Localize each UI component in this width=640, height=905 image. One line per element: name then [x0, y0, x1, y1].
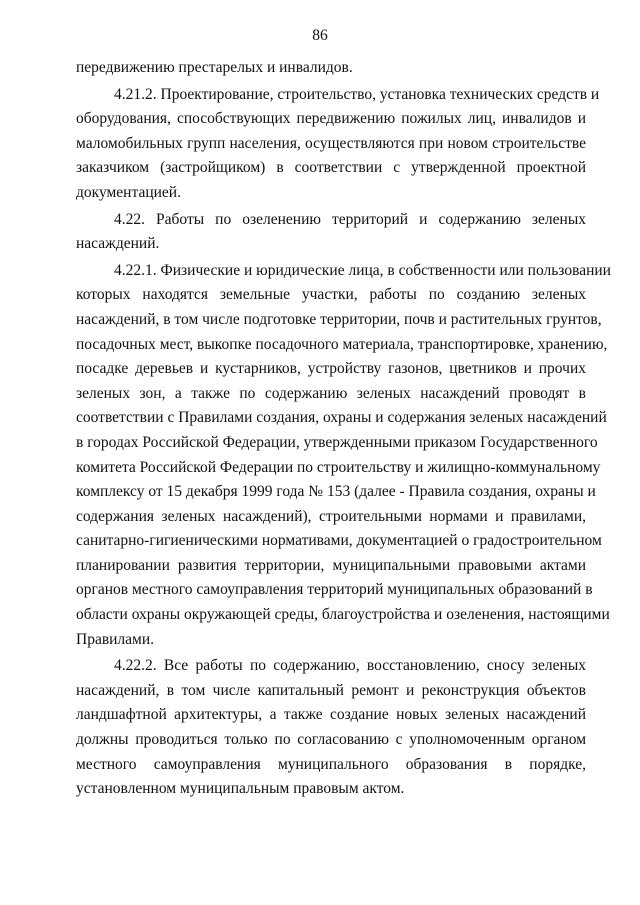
- text-line: насаждений, в том числе капитальный ремонт и реконструкция объектов: [76, 681, 586, 699]
- text-line: 4.22. Работы по озеленению территорий и содержанию зеленых: [114, 210, 586, 228]
- text-line: органов местного самоуправления территорий муниципальных образований в: [76, 581, 593, 599]
- text-line: маломобильных групп населения, осуществляются при новом строительстве: [76, 134, 586, 152]
- document-body: [76, 56, 611, 802]
- text-line: которых находятся земельные участки, работы по созданию зеленых: [76, 286, 586, 304]
- text-line: посадочных мест, выкопке посадочного материала, транспортировке, хранению,: [76, 335, 608, 353]
- text-line: 4.22.2. Все работы по содержанию, восстановлению, сносу зеленых: [114, 657, 586, 675]
- text-line: посадке деревьев и кустарников, устройству газонов, цветников и прочих: [76, 360, 586, 378]
- text-line: установленном муниципальным правовым актом.: [76, 780, 405, 798]
- text-line: ландшафтной архитектуры, а также создание новых зеленых насаждений: [76, 706, 586, 724]
- text-line: насаждений, в том числе подготовке территории, почв и растительных грунтов,: [76, 310, 602, 328]
- text-line: насаждений.: [76, 235, 160, 253]
- text-line: санитарно-гигиеническими нормативами, документацией о градостроительном: [76, 532, 602, 550]
- text-line: зеленых зон, а также по содержанию зеленых насаждений проводят в: [76, 384, 586, 402]
- paragraph-4-22-1: [76, 259, 611, 653]
- text-line: соответствии с Правилами создания, охраны и содержания зеленых насаждений: [76, 409, 607, 427]
- text-line: комплексу от 15 декабря 1999 года № 153 (далее - Правила создания, охраны и: [76, 483, 596, 501]
- paragraph-continuation: [76, 56, 586, 81]
- text-line: планировании развития территории, муниципальными правовыми актами: [76, 556, 586, 574]
- text-line: комитета Российской Федерации по строительству и жилищно-коммунальному: [76, 458, 601, 476]
- text-line: Правилами.: [76, 630, 155, 648]
- text-line: оборудования, способствующих передвижению пожилых лиц, инвалидов и: [76, 110, 586, 128]
- text-line: содержания зеленых насаждений), строительными нормами и правилами,: [76, 507, 586, 525]
- paragraph-4-22: [76, 208, 586, 257]
- text-line: передвижению престарелых и инвалидов.: [76, 59, 353, 76]
- paragraph-4-21-2: [76, 83, 600, 206]
- page-number: 86: [312, 27, 328, 44]
- text-line: в городах Российской Федерации, утвержденными приказом Государственного: [76, 433, 598, 451]
- text-line: должны проводиться только по согласованию с уполномоченным органом: [76, 731, 586, 749]
- text-line: 4.22.1. Физические и юридические лица, в собственности или пользовании: [114, 261, 611, 279]
- text-line: местного самоуправления муниципального образования в порядке,: [76, 755, 586, 773]
- paragraph-4-22-2: [76, 654, 586, 802]
- text-line: документацией.: [76, 183, 181, 201]
- text-line: 4.21.2. Проектирование, строительство, установка технических средств и: [114, 85, 600, 103]
- text-line: области охраны окружающей среды, благоустройства и озеленения, настоящими: [76, 606, 610, 624]
- text-line: заказчиком (застройщиком) в соответствии с утвержденной проектной: [76, 159, 586, 177]
